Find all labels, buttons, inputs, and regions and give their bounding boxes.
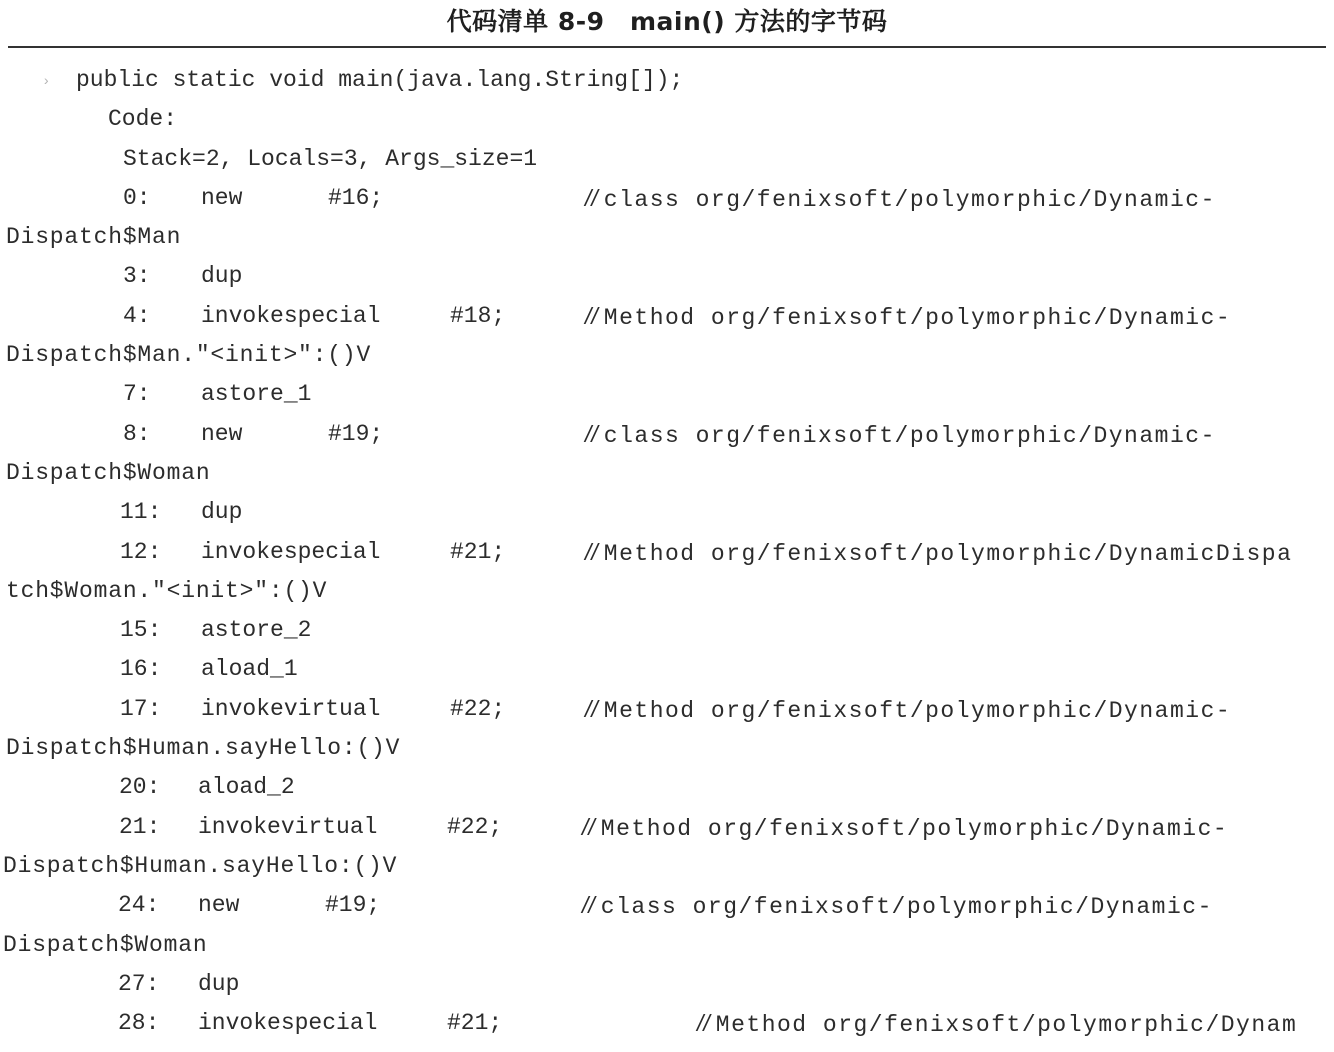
instruction-offset: 20:: [119, 774, 161, 801]
comment-marker: //: [582, 813, 595, 840]
instruction-line: [0, 964, 1334, 1003]
instruction-offset: 28:: [118, 1010, 160, 1037]
comment-continuation: Dispatch$Woman: [6, 459, 211, 486]
code-line: [0, 139, 1334, 178]
instruction-operand: #19;: [328, 420, 384, 447]
instruction-opcode: invokespecial: [201, 538, 381, 565]
instruction-line: [0, 610, 1334, 649]
instruction-operand: #21;: [450, 538, 506, 565]
comment-continuation: Dispatch$Man."<init>":()V: [6, 342, 372, 369]
instruction-line: [0, 414, 1334, 453]
instruction-operand: #21;: [447, 1010, 503, 1037]
comment-text: class org/fenixsoft/polymorphic/Dynamic-: [603, 422, 1216, 449]
instruction-opcode: aload_2: [198, 774, 295, 801]
comment-continuation-line: [0, 846, 1334, 885]
comment-marker: //: [585, 695, 598, 722]
instruction-opcode: dup: [201, 263, 243, 290]
instruction-opcode: new: [201, 184, 243, 211]
instruction-comment: [585, 418, 1216, 452]
instruction-offset: 0:: [123, 184, 151, 211]
code-line: [0, 60, 1334, 99]
comment-continuation: Dispatch$Human.sayHello:()V: [6, 735, 401, 762]
instruction-line: [0, 885, 1334, 924]
comment-marker: //: [582, 892, 595, 919]
instruction-operand: #22;: [450, 695, 506, 722]
instruction-offset: 21:: [119, 813, 161, 840]
instruction-offset: 15:: [120, 617, 162, 644]
comment-continuation: Dispatch$Woman: [3, 931, 208, 958]
instruction-comment: [585, 182, 1216, 216]
instruction-opcode: astore_2: [201, 617, 312, 644]
listing-title: 代码清单 8-9 main() 方法的字节码: [446, 7, 888, 36]
comment-text: Method org/fenixsoft/polymorphic/Dynamic-: [603, 697, 1232, 724]
instruction-comment: [582, 811, 1228, 845]
bytecode-listing: [0, 60, 1334, 1042]
instruction-comment: [582, 889, 1213, 923]
instruction-opcode: invokespecial: [201, 302, 381, 329]
instruction-opcode: dup: [201, 499, 243, 526]
instruction-line: [0, 532, 1334, 571]
instruction-line: [0, 256, 1334, 295]
comment-text: class org/fenixsoft/polymorphic/Dynamic-: [600, 894, 1213, 921]
instruction-line: [0, 649, 1334, 688]
comment-text: Method org/fenixsoft/polymorphic/Dynamic-: [603, 304, 1232, 331]
instruction-comment: [585, 536, 1292, 570]
instruction-offset: 11:: [120, 499, 162, 526]
instruction-opcode: invokevirtual: [198, 813, 378, 840]
comment-continuation: Dispatch$Man: [6, 224, 182, 251]
instruction-line: [0, 178, 1334, 217]
comment-marker: //: [585, 420, 598, 447]
comment-continuation-line: [0, 925, 1334, 964]
instruction-operand: #16;: [328, 184, 384, 211]
instruction-line: [0, 689, 1334, 728]
instruction-offset: 27:: [118, 970, 160, 997]
comment-text: Method org/fenixsoft/polymorphic/Dynam: [715, 1012, 1298, 1039]
instruction-line: [0, 296, 1334, 335]
comment-continuation: Dispatch$Human.sayHello:()V: [3, 852, 398, 879]
margin-mark-icon: ›: [42, 74, 51, 90]
instruction-opcode: dup: [198, 970, 240, 997]
instruction-comment: [697, 1007, 1297, 1041]
instruction-offset: 24:: [118, 892, 160, 919]
method-signature: public static void main(java.lang.String[]);: [76, 67, 684, 93]
instruction-offset: 8:: [123, 420, 151, 447]
stack-info: Stack=2, Locals=3, Args_size=1: [123, 145, 538, 172]
instruction-operand: #18;: [450, 302, 506, 329]
comment-continuation-line: [0, 728, 1334, 767]
instruction-line: [0, 767, 1334, 806]
comment-continuation-line: [0, 217, 1334, 256]
title-rule: [8, 46, 1326, 48]
instruction-opcode: new: [201, 420, 243, 447]
instruction-opcode: invokespecial: [198, 1010, 378, 1037]
comment-continuation-line: [0, 453, 1334, 492]
instruction-offset: 16:: [120, 656, 162, 683]
instruction-line: [0, 807, 1334, 846]
instruction-opcode: astore_1: [201, 381, 312, 408]
code-label: Code:: [108, 106, 178, 133]
instruction-offset: 17:: [120, 695, 162, 722]
instruction-operand: #22;: [447, 813, 503, 840]
comment-marker: //: [585, 184, 598, 211]
code-line: [0, 99, 1334, 138]
instruction-opcode: aload_1: [201, 656, 298, 683]
comment-marker: //: [697, 1010, 710, 1037]
instruction-offset: 7:: [123, 381, 151, 408]
instruction-line: [0, 374, 1334, 413]
instruction-opcode: new: [198, 892, 240, 919]
instruction-comment: [585, 693, 1231, 727]
instruction-offset: 12:: [120, 538, 162, 565]
instruction-line: [0, 1003, 1334, 1042]
instruction-opcode: invokevirtual: [201, 695, 381, 722]
comment-continuation-line: [0, 335, 1334, 374]
comment-continuation: tch$Woman."<init>":()V: [6, 577, 328, 604]
comment-text: class org/fenixsoft/polymorphic/Dynamic-: [603, 186, 1216, 213]
instruction-offset: 4:: [123, 302, 151, 329]
comment-continuation-line: [0, 571, 1334, 610]
comment-marker: //: [585, 302, 598, 329]
instruction-operand: #19;: [325, 892, 381, 919]
comment-text: Method org/fenixsoft/polymorphic/DynamicDispa: [603, 540, 1293, 567]
instruction-list: [0, 178, 1334, 1043]
instruction-offset: 3:: [123, 263, 151, 290]
instruction-comment: [585, 300, 1231, 334]
instruction-line: [0, 492, 1334, 531]
comment-text: Method org/fenixsoft/polymorphic/Dynamic-: [600, 815, 1229, 842]
comment-marker: //: [585, 538, 598, 565]
